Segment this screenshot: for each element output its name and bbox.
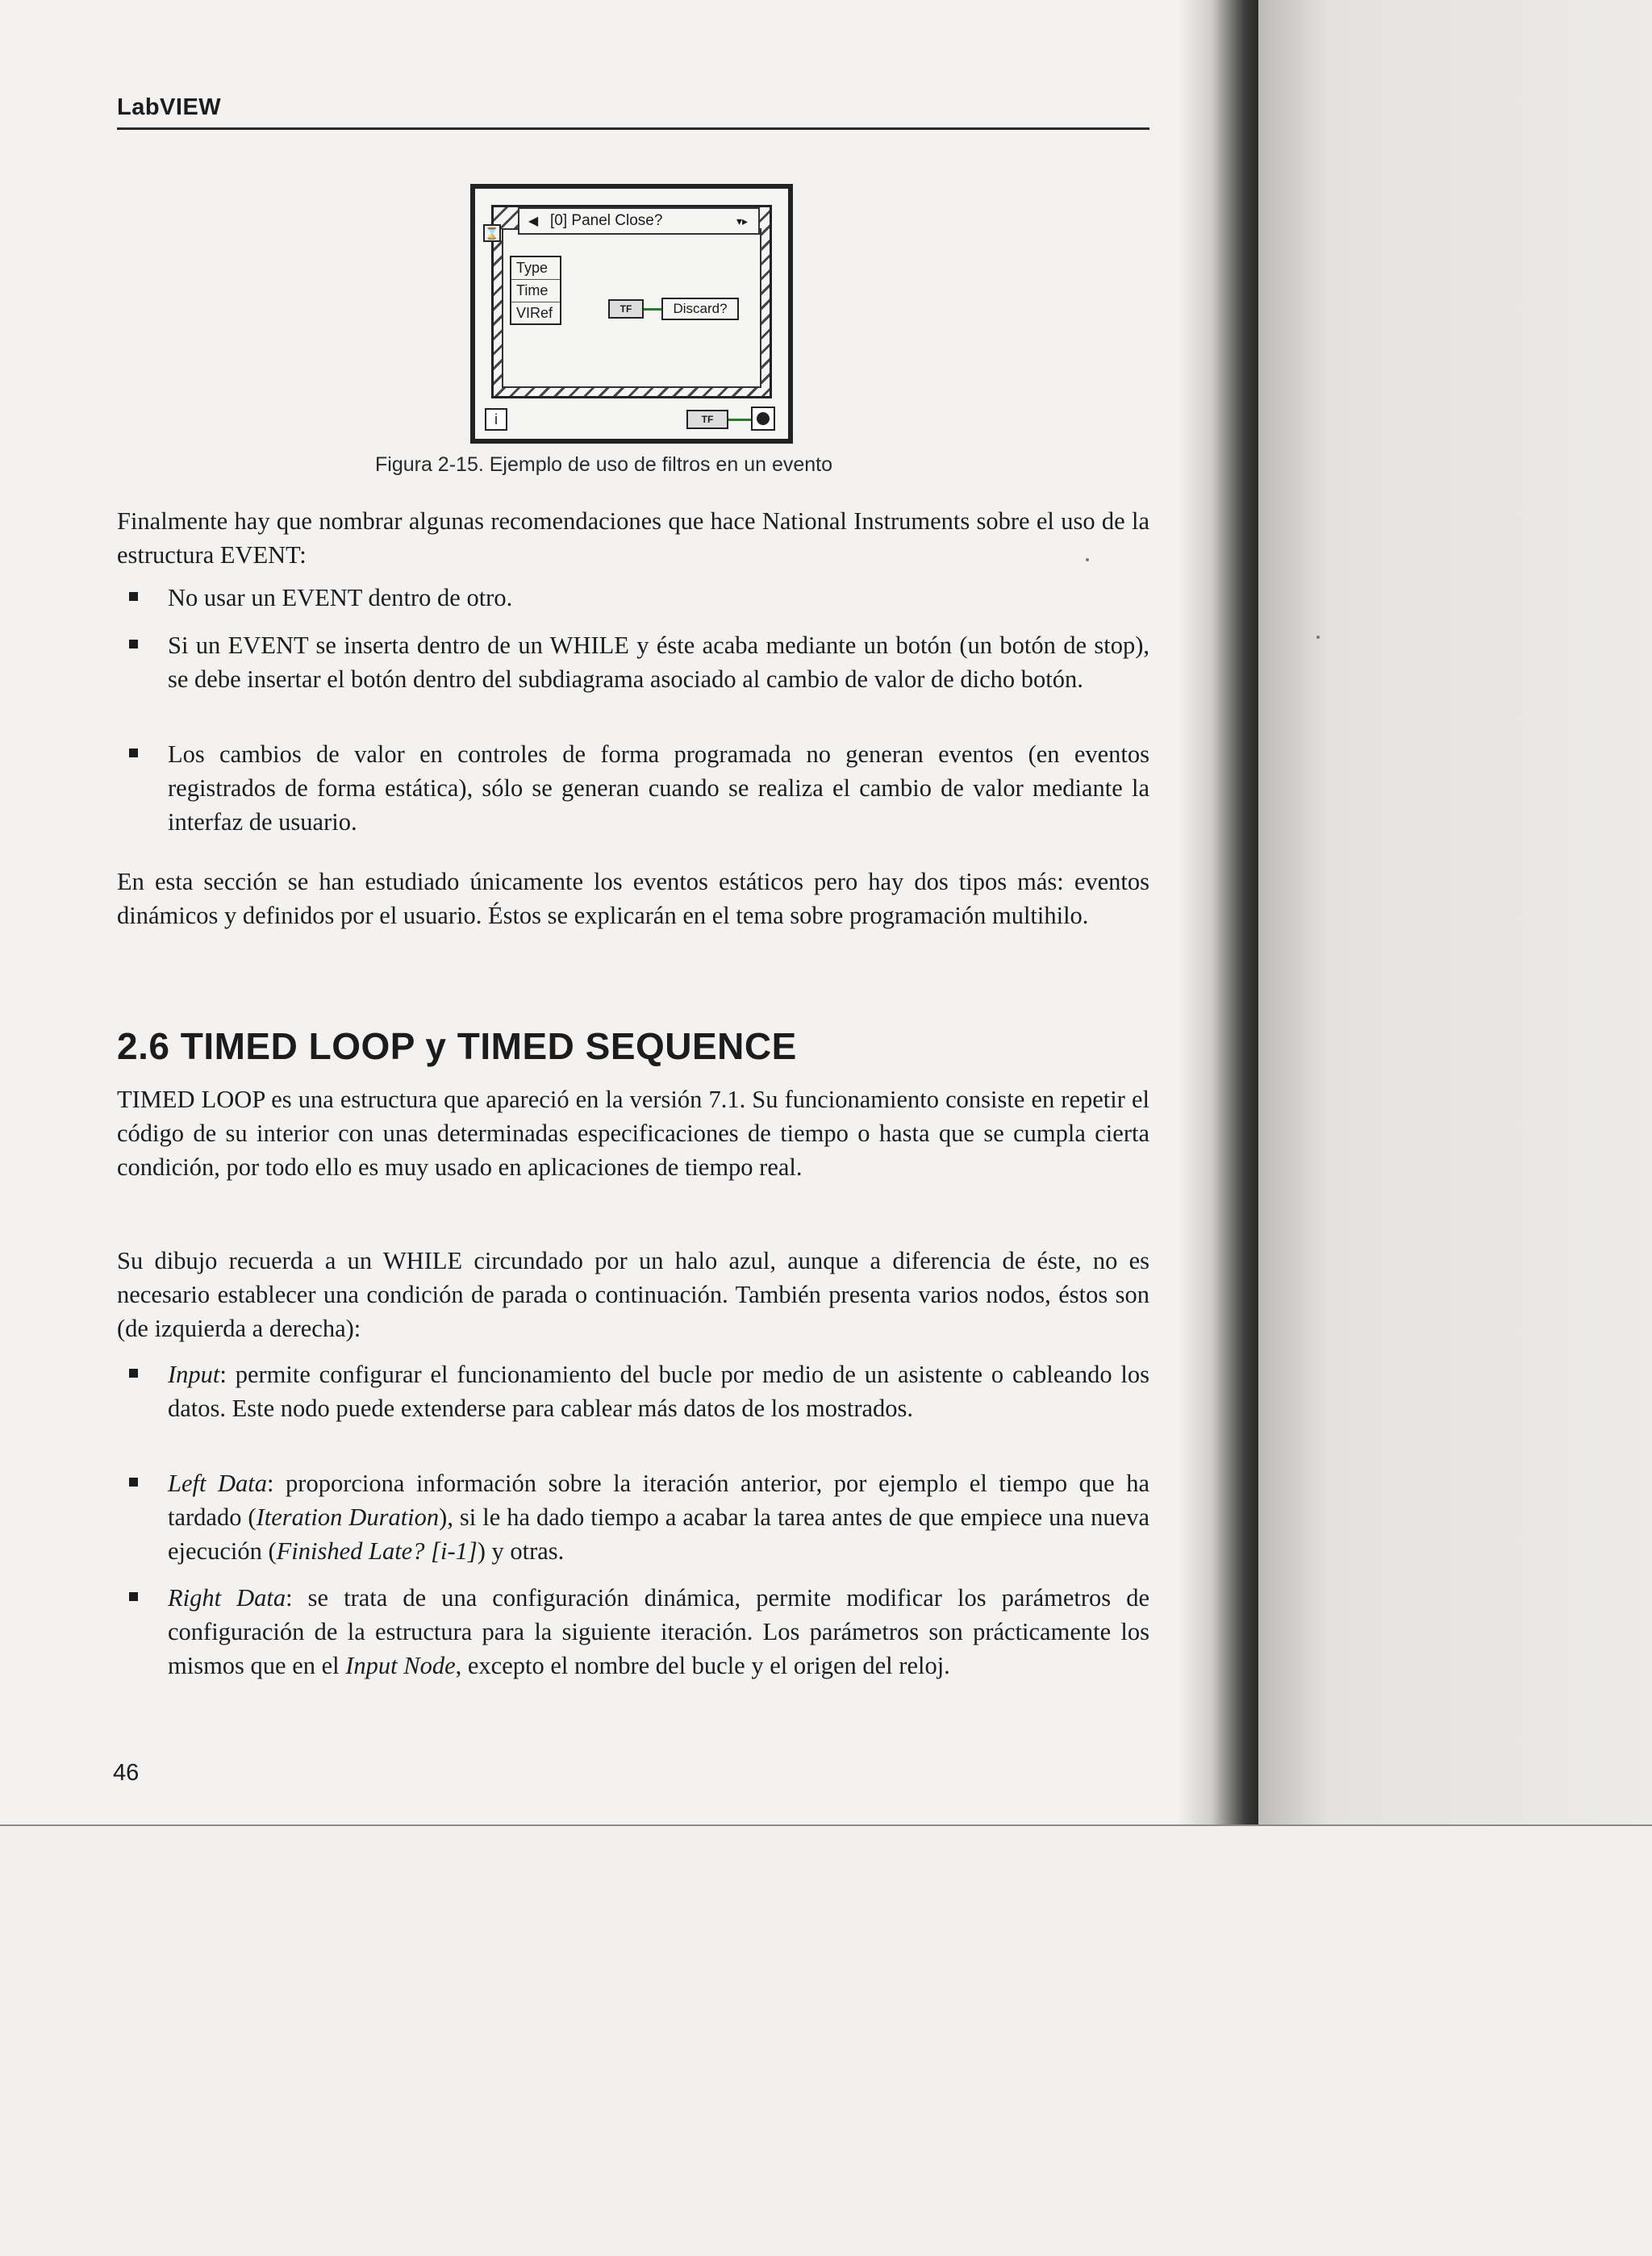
term-separator: : [219, 1361, 227, 1388]
scanner-background [0, 1824, 1652, 2256]
term-separator: : [267, 1470, 274, 1497]
list-item-text [168, 1581, 1149, 1683]
item-description: proporciona información sobre la iteración anterior, por ejemplo el tiempo que ha tardado ( [168, 1470, 1150, 1531]
event-data-node [510, 256, 561, 325]
paragraph-recommendations: Finalmente hay que nombrar algunas recomendaciones que hace National Instruments sobre el uso de la estructura EVENT: [117, 507, 1149, 569]
list-item [129, 1357, 1149, 1425]
event-subdiagram [502, 212, 761, 388]
running-header: LabVIEW [117, 94, 222, 120]
paragraph-event-types: En esta sección se han estudiado únicamente los eventos estáticos pero hay dos tipos más: eventos dinámicos y definidos por el usuario. Éstos se explicarán en el tema sobre programación multihilo. [117, 868, 1149, 929]
list-item [129, 581, 1149, 615]
event-case-frame [491, 205, 772, 398]
page-number: 46 [113, 1760, 140, 1786]
node-field-viref: VIRef [516, 305, 553, 321]
facing-page [1258, 0, 1652, 1824]
list-item-text [168, 1357, 1149, 1425]
event-structure-figure [470, 184, 793, 444]
term-input: Input [168, 1361, 220, 1388]
list-item-text [168, 1466, 1149, 1568]
bullet-icon [129, 749, 138, 757]
list-item-text: Los cambios de valor en controles de forma programada no generan eventos (en eventos registrados de forma estática), sólo se generan cuando se realiza el cambio de valor mediante la interfaz de usuario. [168, 740, 1149, 836]
paragraph-drawing: Su dibujo recuerda a un WHILE circundado por un halo azul, aunque a diferencia de éste, no es necesario establecer una condición de parada o continuación. También presenta varios nodos, éstos son (de izquierda a derecha): [117, 1247, 1149, 1342]
term-right-data: Right Data [168, 1584, 286, 1612]
stop-wire [728, 419, 751, 421]
list-item-text: Si un EVENT se inserta dentro de un WHILE y éste acaba mediante un botón (un botón de stop), se debe insertar el botón dentro del subdiagrama asociado al cambio de valor de dicho botón. [168, 632, 1149, 693]
bullet-icon [129, 640, 138, 648]
scan-speck [1316, 636, 1320, 639]
item-description: , excepto el nombre del bucle y el origen del reloj. [455, 1652, 950, 1679]
stop-terminal-icon [751, 407, 775, 431]
node-field-time: Time [511, 280, 560, 302]
term-separator: : [286, 1584, 293, 1612]
term-left-data: Left Data [168, 1470, 268, 1497]
section-heading: 2.6 TIMED LOOP y TIMED SEQUENCE [117, 1025, 797, 1067]
timeout-terminal-icon: ⌛ [483, 224, 501, 242]
boolean-wire [644, 308, 661, 311]
event-case-label: [0] Panel Close? [550, 212, 663, 229]
dropdown-arrows-icon: ▾▸ [736, 214, 749, 227]
item-description: ) y otras. [477, 1537, 565, 1565]
list-item-text: No usar un EVENT dentro de otro. [168, 584, 513, 611]
boolean-constant: TF [608, 299, 644, 319]
item-description: permite configurar el funcionamiento del bucle por medio de un asistente o cableando los datos. Este nodo puede extenderse para cablear más datos de los mostrados. [168, 1361, 1149, 1422]
italic-term: Iteration Duration [256, 1503, 440, 1531]
list-item [129, 1581, 1149, 1683]
italic-term: Input Node [345, 1652, 456, 1679]
bullet-icon [129, 1592, 138, 1601]
list-item [129, 1466, 1149, 1568]
event-case-selector [518, 207, 760, 235]
scan-speck [1086, 558, 1089, 561]
list-item [129, 737, 1149, 839]
paragraph-timed-loop: TIMED LOOP es una estructura que apareció en la versión 7.1. Su funcionamiento consiste en repetir el código de su interior con unas determinadas especificaciones de tiempo o hasta que se cumpla cierta condición, por todo ello es muy usado en aplicaciones de tiempo real. [117, 1086, 1149, 1181]
item-description: se trata de una configuración dinámica, permite modificar los parámetros de configuración de la estructura para la siguiente iteración. Los parámetros son prácticamente los mismos que en el [168, 1584, 1149, 1679]
italic-term: Finished Late? [i-1] [276, 1537, 478, 1565]
figure-caption: Figura 2-15. Ejemplo de uso de filtros en un evento [375, 453, 833, 476]
bullet-icon [129, 1369, 138, 1378]
bullet-icon [129, 592, 138, 601]
list-item [129, 628, 1149, 696]
decrement-arrow-icon: ◀ [528, 215, 539, 228]
discard-terminal: Discard? [661, 298, 739, 320]
node-field-type: Type [511, 257, 560, 280]
header-rule [117, 127, 1149, 130]
bullet-icon [129, 1478, 138, 1487]
item-description: ), si le ha dado tiempo a acabar la tarea antes de que empiece una nueva ejecución ( [168, 1503, 1149, 1565]
loop-index-terminal: i [485, 408, 507, 431]
loop-boolean-constant: TF [686, 410, 728, 429]
